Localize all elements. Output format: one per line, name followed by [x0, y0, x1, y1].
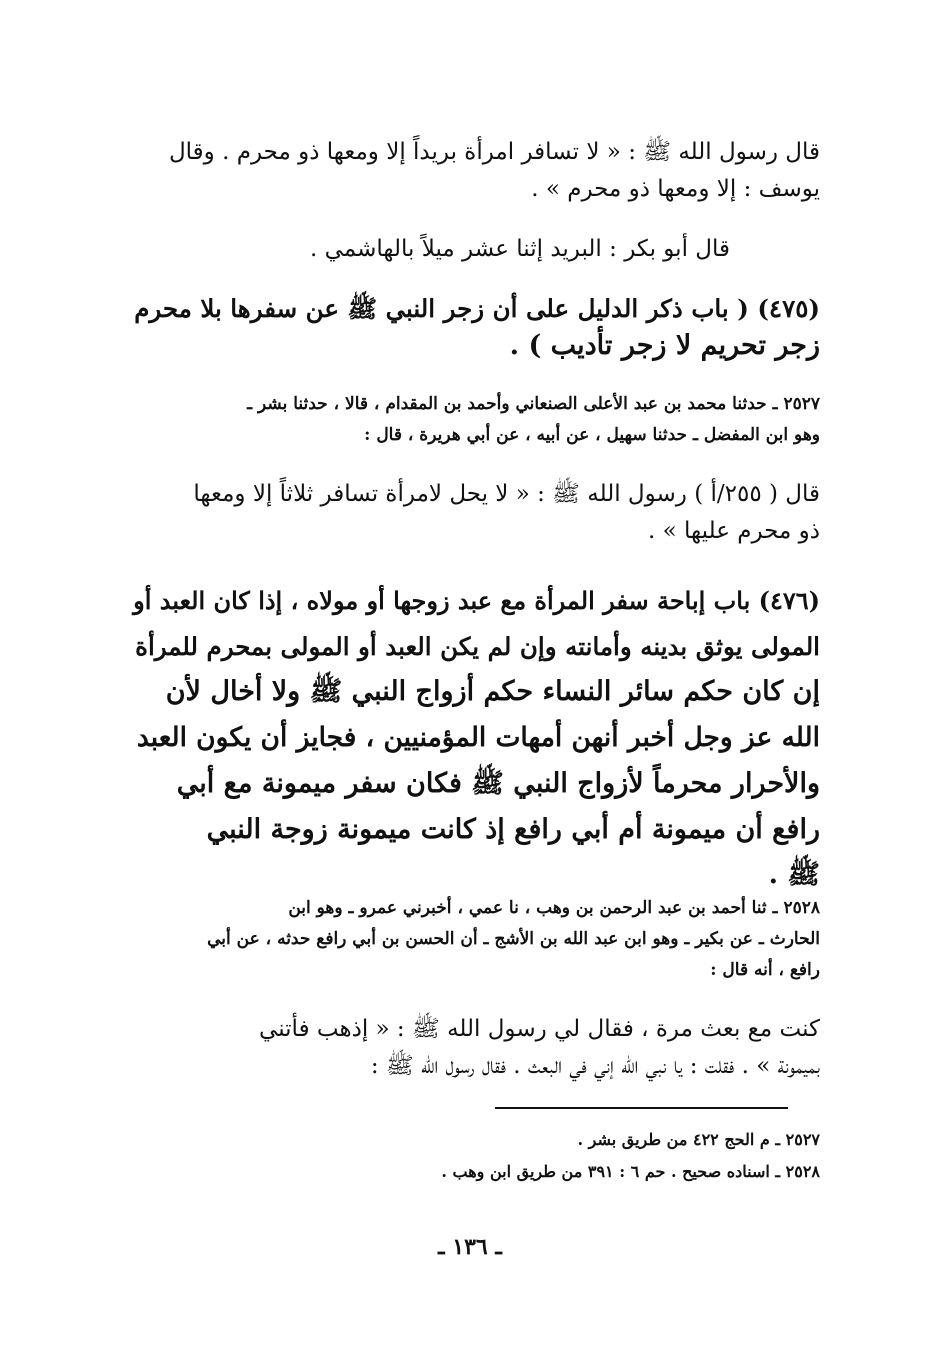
text-line: كنت مع بعث مرة ، فقال لي رسول الله ﷺ : « إذهب فأتني — [259, 1016, 820, 1042]
text-line: زجر تحريم لا زجر تأديب ) . — [509, 330, 820, 361]
text-line: بميمونة » . فقلت : يا نبي الله إني في البعث . فقال رسول الله ﷺ : — [370, 1053, 820, 1079]
text-line: الحارث ـ عن بكير ـ وهو ابن عبد الله بن الأشج ـ أن الحسن بن أبي رافع حدثه ، عن أبي — [207, 929, 820, 949]
text-line: والأحرار محرماً لأزواج النبي ﷺ فكان سفر ميمونة مع أبي — [176, 767, 820, 799]
text-line: (٤٧٥) ( باب ذكر الدليل على أن زجر النبي ﷺ عن سفرها بلا محرم — [134, 294, 820, 323]
text-line: يوسف : إلا ومعها ذو محرم » . — [531, 176, 820, 202]
text-line: الله عز وجل أخبر أنهن أمهات المؤمنيين ، فجايز أن يكون العبد — [136, 722, 820, 754]
text-line: المولى يوثق بدينه وأمانته وإن لم يكن العبد أو المولى بمحرم للمرأة — [135, 631, 820, 661]
footnote: ٢٥٢٨ ـ اسناده صحيح . حم ٦ : ٣٩١ من طريق ابن وهب . — [441, 1162, 820, 1181]
hadith-text-paragraph — [130, 1011, 820, 1085]
footnote-separator — [495, 1107, 788, 1109]
commentary-paragraph — [170, 231, 730, 268]
isnad-paragraph-2527 — [130, 389, 820, 451]
text-line: ٢٥٢٨ ـ ثنا أحمد بن عبد الرحمن بن وهب ، نا عمي ، أخبرني عمرو ـ وهو ابن — [288, 898, 820, 918]
hadith-text-paragraph — [130, 476, 820, 550]
text-line: إن كان حكم سائر النساء حكم أزواج النبي ﷺ ولا أخال لأن — [165, 676, 820, 708]
footnotes — [130, 1124, 820, 1188]
isnad-paragraph-2528 — [130, 893, 820, 986]
text-line: قال رسول الله ﷺ : « لا تسافر امرأة بريداً إلا ومعها ذو محرم . وقال — [168, 139, 820, 165]
text-line: ٢٥٢٧ ـ حدثنا محمد بن عبد الأعلى الصنعاني وأحمد بن المقدام ، قالا ، حدثنا بشر ـ — [247, 394, 820, 414]
page-number: ـ ١٣٦ ـ — [438, 1234, 502, 1260]
text-line: قال ( ٢٥٥/أ ) رسول الله ﷺ : « لا يحل لامرأة تسافر ثلاثاً إلا ومعها — [193, 481, 820, 507]
text-line: رافع أن ميمونة أم أبي رافع إذ كانت ميمونة زوجة النبي — [206, 813, 820, 845]
hadith-text-paragraph — [130, 134, 820, 208]
chapter-heading-475 — [130, 290, 820, 364]
text-line: وهو ابن المفضل ـ حدثنا سهيل ، عن أبيه ، عن أبي هريرة ، قال : — [364, 425, 820, 445]
text-line: ذو محرم عليها » . — [648, 518, 820, 544]
text-line: (٤٧٦) باب إباحة سفر المرأة مع عبد زوجها أو مولاه ، إذا كان العبد أو — [133, 586, 820, 615]
chapter-heading-476 — [130, 578, 820, 898]
text-line: ﷺ . — [768, 859, 820, 891]
footnote: ٢٥٢٧ ـ م الحج ٤٢٢ من طريق بشر . — [577, 1130, 820, 1149]
text-line: قال أبو بكر : البريد إثنا عشر ميلاً بالهاشمي . — [310, 236, 730, 262]
text-line: رافع ، أنه قال : — [710, 960, 820, 980]
